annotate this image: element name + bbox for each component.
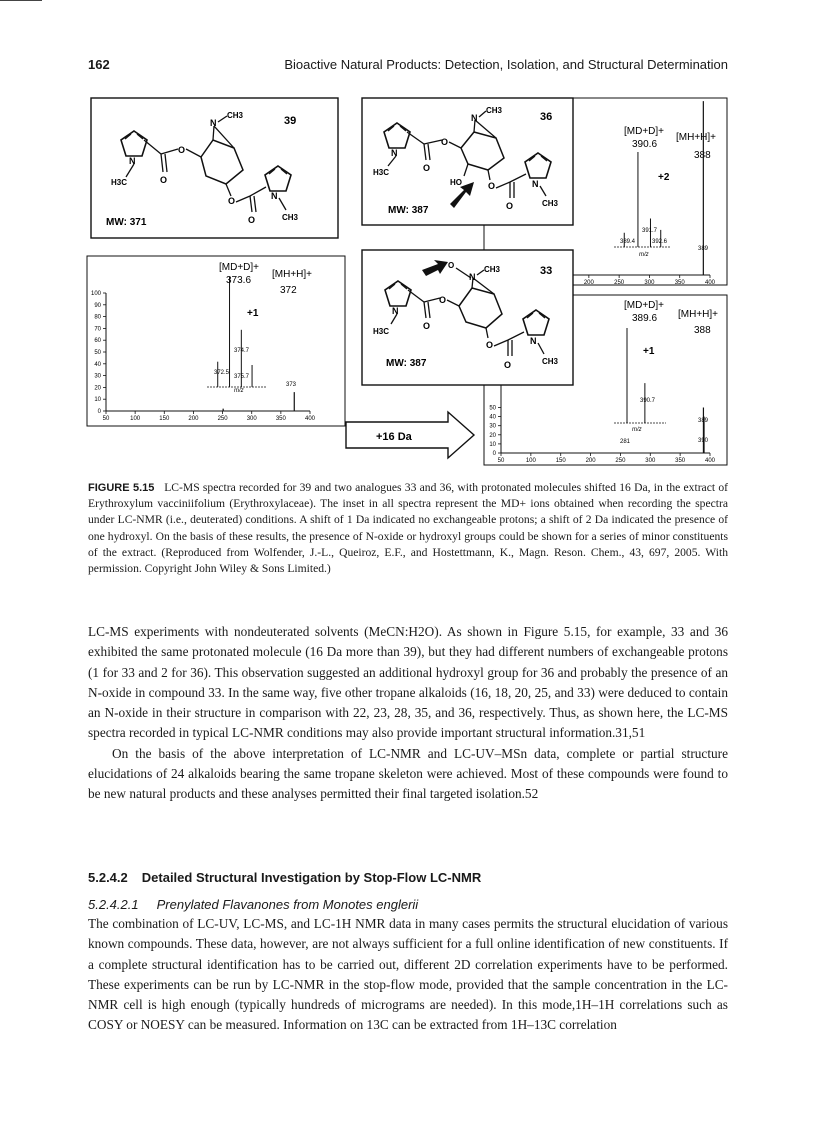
x-tick-label: 150 bbox=[159, 416, 170, 422]
x-tick-label: 400 bbox=[304, 416, 316, 422]
x-tick-label: 300 bbox=[246, 416, 257, 422]
svg-text:m/z: m/z bbox=[632, 427, 642, 433]
spectrum-39 bbox=[87, 256, 345, 426]
y-tick-label: 40 bbox=[94, 361, 101, 368]
svg-text:O: O bbox=[486, 340, 494, 350]
md-label: [MD+D]+ bbox=[219, 262, 260, 273]
page-number: 162 bbox=[88, 57, 110, 72]
x-tick-label: 400 bbox=[704, 280, 716, 286]
figure-5-15 bbox=[86, 92, 732, 470]
svg-text:373: 373 bbox=[286, 382, 297, 388]
svg-text:N: N bbox=[532, 179, 539, 189]
md-value: 373.6 bbox=[226, 275, 252, 286]
svg-text:N: N bbox=[530, 336, 537, 346]
x-tick-label: 350 bbox=[275, 416, 286, 422]
svg-text:N: N bbox=[129, 156, 136, 166]
svg-text:CH3: CH3 bbox=[484, 265, 501, 274]
x-tick-label: 100 bbox=[130, 416, 141, 422]
mh-value: 388 bbox=[694, 150, 711, 161]
x-tick-label: 350 bbox=[675, 458, 686, 464]
body-text bbox=[88, 622, 728, 805]
compound-number: 33 bbox=[540, 265, 553, 277]
mh-label: [MH+H]+ bbox=[676, 132, 717, 143]
svg-text:372.5: 372.5 bbox=[214, 370, 230, 376]
x-tick-label: 150 bbox=[555, 458, 566, 464]
svg-text:H3C: H3C bbox=[111, 178, 128, 187]
svg-text:H3C: H3C bbox=[373, 168, 390, 177]
x-tick-label: 400 bbox=[704, 458, 716, 464]
compound-number: 39 bbox=[284, 115, 297, 127]
x-tick-label: 50 bbox=[102, 416, 110, 422]
structure-36 bbox=[362, 98, 573, 225]
subsection-number: 5.2.4.2.1 bbox=[88, 897, 139, 912]
svg-text:CH3: CH3 bbox=[486, 106, 503, 115]
mh-value: 388 bbox=[694, 325, 711, 336]
paragraph: The combination of LC-UV, LC-MS, and LC-1H NMR data in many cases permits the structural elucidation of various known compounds. These data, however, are not always sufficient for a full online identification of new constituents. If a complete structural identification has to be carried out, different 2D correlation experiments have to be performed. These experiments can be run by LC-NMR in the stop-flow mode, provided that the sample concentration in the LC-NMR cell is high enough (typically hundreds of micrograms are needed). In this mode,1H–1H correlations such as COSY or NOESY can be measured. Information on 13C can be extracted from 1H–13C correlation bbox=[88, 916, 728, 1033]
x-tick-label: 200 bbox=[583, 280, 594, 286]
x-tick-label: 100 bbox=[525, 458, 536, 464]
svg-text:O: O bbox=[248, 215, 256, 225]
svg-text:O: O bbox=[423, 163, 431, 173]
md-label: [MD+D]+ bbox=[624, 300, 665, 311]
x-tick-label: 200 bbox=[585, 458, 596, 464]
paragraph: LC-MS experiments with nondeuterated solvents (MeCN:H2O). As shown in Figure 5.15, for example, 33 and 36 exhibited the same protonated molecule (16 Da more than 39), but they had different numbers of exchangeable protons (1 for 33 and 2 for 36). This observation suggested an additional hydroxyl group for 36 and probably the presence of an N-oxide in compound 33. In the same way, five other tropane alkaloids (16, 18, 20, 25, and 33) were deduced to contain an N-oxide in their structure in comparison with 22, 23, 28, 35, and 36, respectively. Thus, as shown here, the LC-MS spectra recorded in typical LC-NMR conditions may also provide important structural information.31,51 bbox=[88, 624, 728, 741]
y-tick-label: 10 bbox=[94, 397, 101, 404]
y-tick-label: 0 bbox=[492, 451, 496, 457]
figure-label: FIGURE 5.15 bbox=[88, 482, 155, 494]
svg-text:CH3: CH3 bbox=[542, 357, 559, 366]
x-tick-label: 50 bbox=[497, 458, 505, 464]
svg-text:375.7: 375.7 bbox=[234, 374, 250, 380]
subsection-heading bbox=[88, 897, 728, 912]
x-tick-label: 250 bbox=[614, 280, 625, 286]
md-value: 390.6 bbox=[632, 139, 658, 150]
svg-text:O: O bbox=[423, 321, 431, 331]
svg-text:O: O bbox=[504, 360, 512, 370]
x-tick-label: 250 bbox=[615, 458, 626, 464]
svg-text:O: O bbox=[160, 175, 168, 185]
y-tick-label: 60 bbox=[94, 338, 101, 345]
shift-label: +2 bbox=[658, 172, 670, 183]
y-tick-label: 40 bbox=[489, 414, 496, 421]
running-header bbox=[88, 57, 728, 75]
svg-text:HO: HO bbox=[450, 178, 462, 187]
caption-text: LC-MS spectra recorded for 39 and two analogues 33 and 36, with protonated molecules shifted 16 Da, in the extract of Erythroxylum vacciniifolium (Erythroxylaceae). The inset in all spectra represent the MD+ ions obtained when recording the spectra under LC-NMR (i.e., deuterated) conditions. A shift of 1 Da indicated no exchangeable protons; a shift of 2 Da indicated the presence of one hydroxyl. On the basis of these results, the presence of N-oxide or hydroxyl groups could be shown for a series of minor constituents of the extract. (Reproduced from Wolfender, J.-L., Queiroz, E.F., and Hostettmann, K., Magn. Reson. Chem., 43, 697, 2005. With permission. Copyright John Wiley & Sons Limited.) bbox=[88, 481, 728, 576]
x-tick-label: 250 bbox=[217, 416, 228, 422]
y-tick-label: 20 bbox=[94, 385, 101, 392]
section-heading bbox=[88, 870, 728, 885]
y-tick-label: 70 bbox=[94, 326, 101, 333]
svg-text:O: O bbox=[441, 137, 449, 147]
structure-33 bbox=[362, 250, 573, 385]
svg-text:392.6: 392.6 bbox=[652, 239, 668, 245]
svg-text:CH3: CH3 bbox=[542, 199, 559, 208]
mh-value: 372 bbox=[280, 285, 297, 296]
paragraph: On the basis of the above interpretation of LC-NMR and LC-UV–MSn data, complete or partial structure elucidations of 24 alkaloids bearing the same tropane skeleton were achieved. Most of these compounds were found to be new natural products and these analyses permitted their final targeted isolation.52 bbox=[88, 745, 728, 802]
svg-text:390: 390 bbox=[698, 438, 709, 444]
structure-39 bbox=[91, 98, 338, 238]
y-tick-label: 0 bbox=[97, 409, 101, 415]
svg-text:391.7: 391.7 bbox=[642, 228, 658, 234]
y-tick-label: 20 bbox=[489, 432, 496, 439]
y-tick-label: 30 bbox=[489, 423, 496, 430]
svg-text:389: 389 bbox=[698, 246, 709, 252]
svg-text:N: N bbox=[392, 306, 399, 316]
y-tick-label: 100 bbox=[90, 291, 101, 297]
svg-text:O: O bbox=[506, 201, 514, 211]
molecular-weight: MW: 371 bbox=[106, 217, 147, 228]
shift-label: +1 bbox=[247, 308, 259, 319]
section-title: Detailed Structural Investigation by Stop-Flow LC-NMR bbox=[141, 870, 482, 885]
svg-text:374.7: 374.7 bbox=[234, 348, 250, 354]
figure-caption bbox=[88, 480, 728, 577]
svg-text:389: 389 bbox=[698, 418, 709, 424]
svg-text:281: 281 bbox=[620, 439, 631, 445]
svg-text:390.7: 390.7 bbox=[640, 398, 656, 404]
molecular-weight: MW: 387 bbox=[386, 358, 427, 369]
svg-text:N: N bbox=[210, 118, 217, 128]
svg-text:O: O bbox=[228, 196, 236, 206]
svg-text:CH3: CH3 bbox=[227, 111, 244, 120]
body-text-2 bbox=[88, 914, 728, 1036]
shift-label: +1 bbox=[643, 346, 655, 357]
svg-text:m/z: m/z bbox=[234, 388, 244, 394]
y-tick-label: 10 bbox=[489, 441, 496, 448]
running-title: Bioactive Natural Products: Detection, Isolation, and Structural Determination bbox=[284, 57, 728, 72]
mass-shift-label: +16 Da bbox=[376, 431, 412, 443]
mh-label: [MH+H]+ bbox=[678, 309, 719, 320]
x-tick-label: 300 bbox=[644, 280, 655, 286]
compound-number: 36 bbox=[540, 111, 553, 123]
section-number: 5.2.4.2 bbox=[88, 870, 128, 885]
y-tick-label: 90 bbox=[94, 302, 101, 309]
y-tick-label: 80 bbox=[94, 314, 101, 321]
subsection-title: Prenylated Flavanones from Monotes englerii bbox=[156, 897, 419, 912]
svg-text:N: N bbox=[391, 148, 398, 158]
molecular-weight: MW: 387 bbox=[388, 205, 429, 216]
mh-label: [MH+H]+ bbox=[272, 269, 313, 280]
x-tick-label: 300 bbox=[645, 458, 656, 464]
svg-text:N: N bbox=[471, 113, 478, 123]
svg-text:m/z: m/z bbox=[639, 252, 649, 258]
svg-text:N: N bbox=[469, 272, 476, 282]
y-tick-label: 50 bbox=[94, 350, 101, 356]
y-tick-label: 50 bbox=[489, 405, 496, 412]
top-rule bbox=[0, 0, 42, 1]
x-tick-label: 200 bbox=[188, 416, 199, 422]
svg-text:O: O bbox=[178, 145, 186, 155]
md-value: 389.6 bbox=[632, 313, 658, 324]
svg-text:O: O bbox=[448, 261, 455, 270]
md-label: [MD+D]+ bbox=[624, 126, 665, 137]
svg-text:CH3: CH3 bbox=[282, 213, 299, 222]
x-tick-label: 350 bbox=[674, 280, 685, 286]
svg-text:H3C: H3C bbox=[373, 327, 390, 336]
svg-text:O: O bbox=[488, 181, 496, 191]
y-tick-label: 30 bbox=[94, 373, 101, 380]
svg-text:N: N bbox=[271, 191, 278, 201]
svg-text:O: O bbox=[439, 295, 447, 305]
svg-text:389.4: 389.4 bbox=[620, 239, 636, 245]
mass-shift-arrow bbox=[346, 412, 474, 458]
